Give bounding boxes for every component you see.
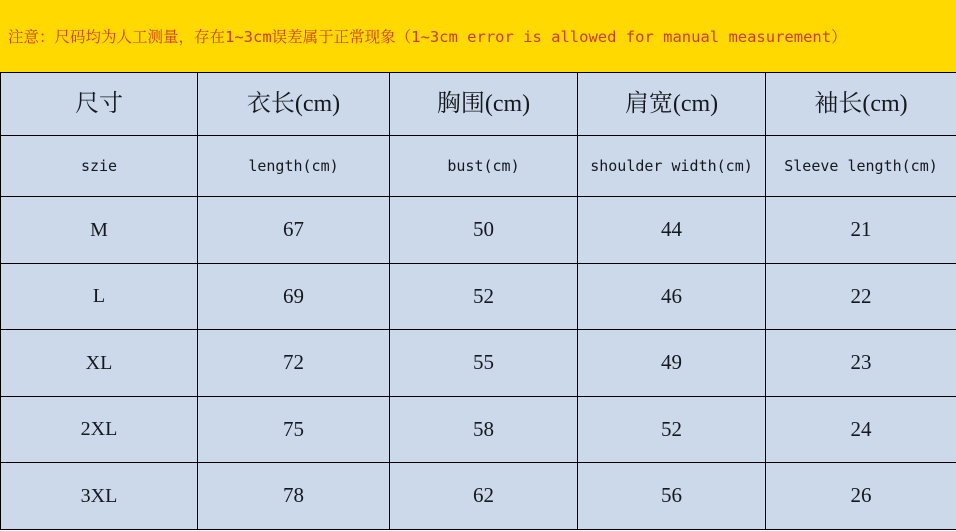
cell-sleeve: 21 — [766, 197, 956, 264]
cell-bust: 52 — [390, 263, 578, 330]
header-cell-shoulder-en: shoulder width(cm) — [578, 136, 766, 197]
cell-size: L — [1, 263, 198, 330]
cell-sleeve: 22 — [766, 263, 956, 330]
cell-shoulder: 49 — [578, 330, 766, 397]
header-cell-sleeve-en: Sleeve length(cm) — [766, 136, 956, 197]
cell-shoulder: 44 — [578, 197, 766, 264]
table-header-row-cn — [1, 73, 956, 136]
header-cell-length-en: length(cm) — [198, 136, 390, 197]
table-row — [1, 396, 956, 463]
cell-size: XL — [1, 330, 198, 397]
header-cell-shoulder-cn: 肩宽(cm) — [578, 73, 766, 136]
cell-size: M — [1, 197, 198, 264]
header-cell-length-cn: 衣长(cm) — [198, 73, 390, 136]
header-cell-size-cn: 尺寸 — [1, 73, 198, 136]
table-row — [1, 330, 956, 397]
cell-length: 78 — [198, 463, 390, 530]
cell-bust: 62 — [390, 463, 578, 530]
cell-size: 3XL — [1, 463, 198, 530]
header-cell-bust-en: bust(cm) — [390, 136, 578, 197]
cell-bust: 50 — [390, 197, 578, 264]
cell-length: 72 — [198, 330, 390, 397]
cell-length: 67 — [198, 197, 390, 264]
measurement-notice-text: 注意：尺码均为人工测量，存在1~3cm误差属于正常现象（1~3cm error is allowed for manual measurement） — [8, 28, 847, 46]
cell-size: 2XL — [1, 396, 198, 463]
cell-shoulder: 46 — [578, 263, 766, 330]
table-row — [1, 263, 956, 330]
cell-sleeve: 26 — [766, 463, 956, 530]
cell-bust: 55 — [390, 330, 578, 397]
table-row — [1, 197, 956, 264]
cell-length: 69 — [198, 263, 390, 330]
cell-shoulder: 52 — [578, 396, 766, 463]
cell-length: 75 — [198, 396, 390, 463]
table-row — [1, 463, 956, 530]
cell-sleeve: 23 — [766, 330, 956, 397]
cell-shoulder: 56 — [578, 463, 766, 530]
header-cell-sleeve-cn: 袖长(cm) — [766, 73, 956, 136]
header-cell-bust-cn: 胸围(cm) — [390, 73, 578, 136]
measurement-notice-banner — [0, 0, 956, 72]
size-chart-table — [0, 72, 956, 530]
table-header-row-en — [1, 136, 956, 197]
header-cell-size-en: szie — [1, 136, 198, 197]
cell-sleeve: 24 — [766, 396, 956, 463]
cell-bust: 58 — [390, 396, 578, 463]
